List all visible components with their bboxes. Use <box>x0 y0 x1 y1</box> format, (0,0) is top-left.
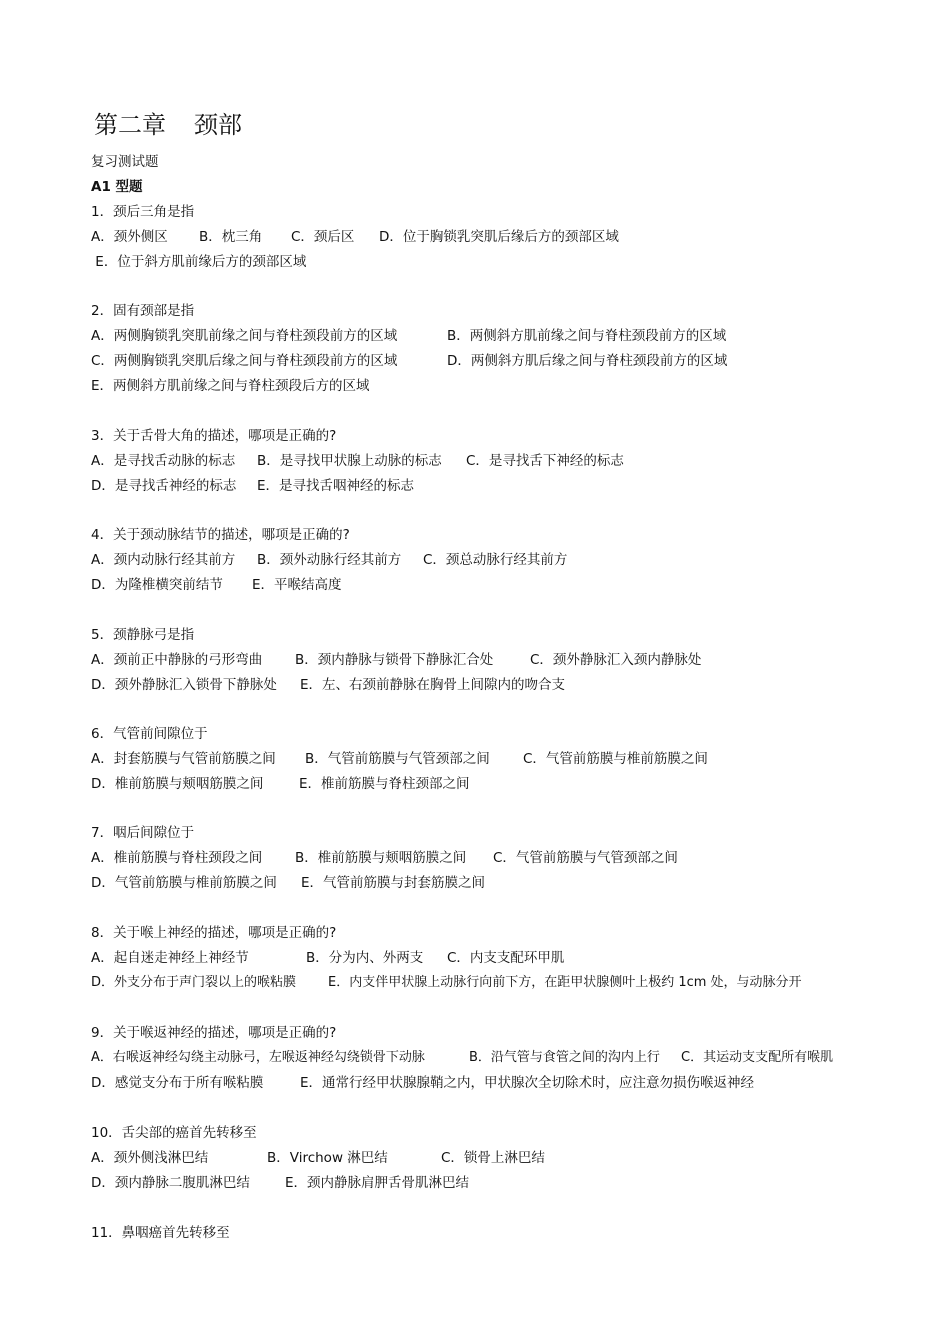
option: A．封套筋膜与气管前筋膜之间 <box>91 751 276 767</box>
chapter-title <box>94 110 242 140</box>
option: E．左、右颈前静脉在胸骨上间隙内的吻合支 <box>300 677 566 693</box>
option: C．锁骨上淋巴结 <box>441 1150 545 1166</box>
option: D．是寻找舌神经的标志 <box>91 478 237 494</box>
chapter-name: 颈部 <box>194 111 242 139</box>
option: C．两侧胸锁乳突肌后缘之间与脊柱颈段前方的区域 <box>91 353 398 369</box>
option: A．椎前筋膜与脊柱颈段之间 <box>91 850 263 866</box>
option: B．椎前筋膜与颊咽筋膜之间 <box>295 850 467 866</box>
option: D．位于胸锁乳突肌后缘后方的颈部区域 <box>379 229 619 245</box>
option-row <box>91 849 678 867</box>
chapter-number: 第二章 <box>94 111 166 139</box>
option: C．内支支配环甲肌 <box>447 950 565 966</box>
option: E．是寻找舌咽神经的标志 <box>257 478 415 494</box>
option: B．分为内、外两支 <box>306 950 424 966</box>
option: C．颈总动脉行经其前方 <box>423 552 568 568</box>
option: B．沿气管与食管之间的沟内上行 <box>469 1050 660 1065</box>
option: A．颈前正中静脉的弓形弯曲 <box>91 652 263 668</box>
option: A．颈内动脉行经其前方 <box>91 552 236 568</box>
option: A．起自迷走神经上神经节 <box>91 950 249 966</box>
option: D．椎前筋膜与颊咽筋膜之间 <box>91 776 264 792</box>
option: C．是寻找舌下神经的标志 <box>466 453 624 469</box>
option-row <box>91 1149 545 1167</box>
option: D．外支分布于声门裂以上的喉粘膜 <box>91 975 297 990</box>
option-row <box>91 651 701 669</box>
question-stem: 8．关于喉上神经的描述，哪项是正确的? <box>91 925 337 941</box>
section-heading: 复习测试题 <box>91 154 159 170</box>
option: B．气管前筋膜与气管颈部之间 <box>305 751 490 767</box>
option: E．内支伴甲状腺上动脉行向前下方，在距甲状腺侧叶上极约 1cm 处，与动脉分开 <box>328 975 802 990</box>
option: C．气管前筋膜与椎前筋膜之间 <box>523 751 708 767</box>
option: E．位于斜方肌前缘后方的颈部区域 <box>91 254 307 270</box>
option: E．通常行经甲状腺腺鞘之内，甲状腺次全切除术时，应注意勿损伤喉返神经 <box>300 1075 755 1091</box>
option: E．椎前筋膜与脊柱颈部之间 <box>299 776 470 792</box>
option: B．颈内静脉与锁骨下静脉汇合处 <box>295 652 494 668</box>
question-stem: 6．气管前间隙位于 <box>91 726 208 742</box>
option-row <box>91 452 624 470</box>
option: E．气管前筋膜与封套筋膜之间 <box>301 875 486 891</box>
option: C．其运动支支配所有喉肌 <box>681 1050 834 1065</box>
option: A．是寻找舌动脉的标志 <box>91 453 236 469</box>
option-row <box>91 327 726 345</box>
question-stem: 10．舌尖部的癌首先转移至 <box>91 1125 257 1141</box>
option: A．颈外侧区 <box>91 229 168 245</box>
option: B．是寻找甲状腺上动脉的标志 <box>257 453 442 469</box>
option: B．Virchow 淋巴结 <box>267 1150 388 1166</box>
option-row <box>91 477 414 495</box>
question-stem: 9．关于喉返神经的描述，哪项是正确的? <box>91 1025 337 1041</box>
question-stem: 2．固有颈部是指 <box>91 303 195 319</box>
question-stem: 5．颈静脉弓是指 <box>91 627 195 643</box>
option: B．颈外动脉行经其前方 <box>257 552 402 568</box>
option-row <box>91 228 619 246</box>
question-stem: 7．咽后间隙位于 <box>91 825 195 841</box>
option: E．平喉结高度 <box>252 577 342 593</box>
option-row <box>91 949 564 967</box>
option-row <box>91 576 342 594</box>
option: D．为隆椎横突前结节 <box>91 577 223 593</box>
option: D．颈内静脉二腹肌淋巴结 <box>91 1175 250 1191</box>
question-stem: 4．关于颈动脉结节的描述，哪项是正确的? <box>91 527 350 543</box>
question-stem: 1．颈后三角是指 <box>91 204 195 220</box>
option-row <box>91 775 470 793</box>
option: D．颈外静脉汇入锁骨下静脉处 <box>91 677 277 693</box>
option: C．气管前筋膜与气管颈部之间 <box>493 850 678 866</box>
option-row <box>91 1049 833 1067</box>
option-row <box>91 1174 469 1192</box>
option-row <box>91 1074 754 1092</box>
option-row <box>91 750 708 768</box>
option: B．枕三角 <box>199 229 263 245</box>
option: B．两侧斜方肌前缘之间与脊柱颈段前方的区域 <box>447 328 727 344</box>
option: E．两侧斜方肌前缘之间与脊柱颈段后方的区域 <box>91 378 370 394</box>
option-row <box>91 676 565 694</box>
option: A．颈外侧浅淋巴结 <box>91 1150 209 1166</box>
option-row <box>91 377 370 395</box>
option-row <box>91 551 567 569</box>
option: D．两侧斜方肌后缘之间与脊柱颈段前方的区域 <box>447 353 728 369</box>
option: C．颈后区 <box>291 229 355 245</box>
option-row <box>91 352 727 370</box>
question-type-label: A1 型题 <box>91 179 143 195</box>
option: A．右喉返神经勾绕主动脉弓，左喉返神经勾绕锁骨下动脉 <box>91 1050 425 1065</box>
option: D．气管前筋膜与椎前筋膜之间 <box>91 875 277 891</box>
option: E．颈内静脉肩胛舌骨肌淋巴结 <box>285 1175 470 1191</box>
option: D．感觉支分布于所有喉粘膜 <box>91 1075 264 1091</box>
question-stem: 11．鼻咽癌首先转移至 <box>91 1225 230 1241</box>
option-row <box>91 974 802 992</box>
option-row <box>91 253 306 271</box>
option: C．颈外静脉汇入颈内静脉处 <box>530 652 702 668</box>
option-row <box>91 874 485 892</box>
question-stem: 3．关于舌骨大角的描述，哪项是正确的? <box>91 428 337 444</box>
option: A．两侧胸锁乳突肌前缘之间与脊柱颈段前方的区域 <box>91 328 398 344</box>
